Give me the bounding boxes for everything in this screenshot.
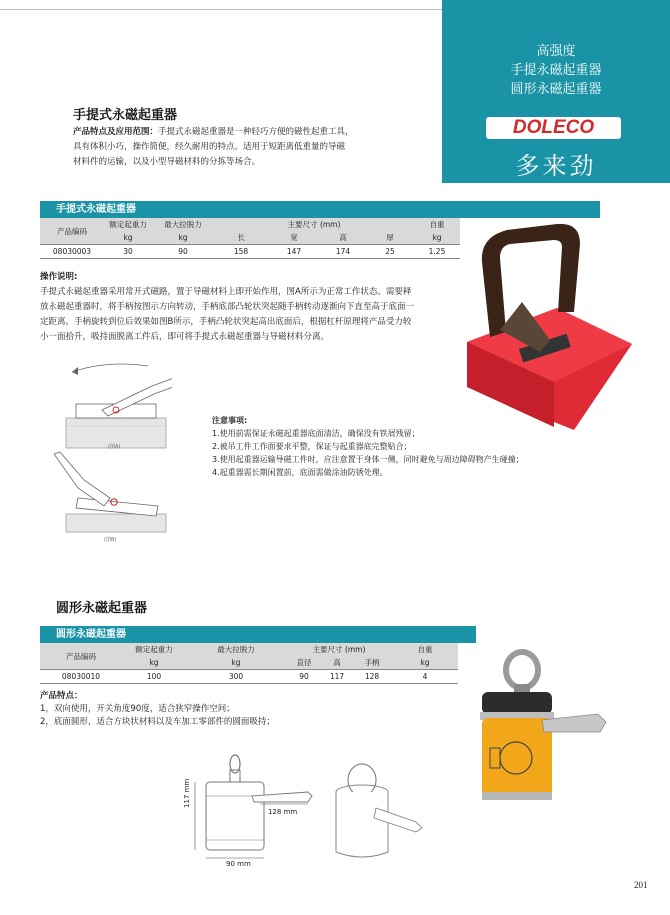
operation-line: 小一面拾升，吸持面脱离工件后，即可将手提式永磁起重器与导磁材料分离。 [40, 332, 330, 342]
note-item: 3.使用起重器运输导磁工件时，应注意置于身体一侧，同时避免与周边障碍物产生碰撞； [212, 455, 524, 464]
intro-text-2: 具有体积小巧，操作简便，经久耐用的特点。适用于短距离低重量的导磁 [73, 142, 346, 152]
hdr-weight: 自重 [429, 220, 445, 229]
brand-line-2: 手提永磁起重器 [510, 63, 602, 78]
section2-title: 圆形永磁起重器 [56, 601, 148, 616]
dimension-drawing [190, 752, 325, 870]
cell-height: 174 [335, 247, 351, 256]
hdr-height: 高 [333, 658, 341, 667]
dim-handle-label: 128 mm [268, 808, 298, 816]
section1-intro [73, 125, 403, 170]
hdr-dims: 主要尺寸 (mm) [287, 220, 341, 229]
cell-length: 158 [233, 247, 249, 256]
operation-title: 操作说明: [40, 272, 78, 282]
brand-panel [442, 0, 670, 183]
features-block [40, 690, 460, 729]
cell-diameter: 90 [299, 672, 309, 681]
operation-line: 定距离。手柄旋转到位后效果如图B所示，手柄凸轮状突起高出底面后，根据杠杆原理将产品受力较 [40, 317, 412, 327]
figure-a-label: (图A) [108, 444, 121, 450]
hdr-weight: 自重 [417, 645, 433, 654]
feature-item: 2，底面圆形，适合方块状材料以及车加工零部件的圆面吸持； [40, 717, 275, 727]
page-number: 201 [634, 880, 648, 890]
note-item: 4.起重器需长期闲置前，底面需做涂油防锈处理。 [212, 468, 388, 477]
brand-line-1: 高强度 [536, 44, 576, 59]
hdr-pull-unit: kg [178, 233, 188, 242]
round-lifter-image [472, 648, 622, 808]
cell-pull: 90 [178, 247, 188, 256]
operation-line: 放永磁起重器时，将手柄按图示方向转动，手柄底部凸轮状突起随手柄转动逐渐向下直至高于底面一 [40, 302, 415, 312]
cell-code: 08030010 [61, 672, 101, 681]
doleco-logo: DOLECO [486, 117, 621, 139]
dim-height-label: 117 mm [183, 778, 191, 808]
hdr-load: 额定起重力 [109, 220, 147, 229]
hdr-load: 额定起重力 [135, 645, 173, 654]
hdr-pull: 最大拉脱力 [217, 645, 255, 654]
section2-spec-table [40, 643, 458, 684]
notes-title: 注意事项: [212, 416, 248, 425]
hdr-length: 长 [237, 233, 245, 242]
hdr-code: 产品编码 [66, 651, 96, 661]
section1-title: 手提式永磁起重器 [73, 108, 178, 123]
round-lifter-sketch [330, 752, 425, 862]
intro-text-1: 手提式永磁起重器是一种轻巧方便的磁性起重工具， [158, 127, 354, 137]
operation-block [40, 270, 460, 345]
dim-diameter-label: 90 mm [226, 860, 251, 868]
cell-width: 147 [286, 247, 302, 256]
figure-b-diagram [48, 450, 178, 540]
table-row [40, 670, 458, 684]
section2-bar: 圆形永磁起重器 [40, 626, 476, 643]
cell-code: 08030003 [52, 247, 92, 256]
cell-load: 100 [146, 672, 162, 681]
hdr-load-unit: kg [149, 658, 159, 667]
hdr-pull-unit: kg [231, 658, 241, 667]
note-item: 1.使用前需保证永磁起重器底面清洁，确保没有铁屑残留； [212, 429, 420, 438]
handheld-lifter-image [462, 222, 642, 432]
hdr-height: 高 [339, 233, 347, 242]
hdr-handle: 手柄 [364, 658, 380, 667]
cell-thick: 25 [385, 247, 395, 256]
hdr-diameter: 直径 [296, 658, 312, 667]
hdr-code: 产品编码 [57, 226, 87, 236]
feature-item: 1，双向使用，开关角度90度，适合狭窄操作空间； [40, 704, 235, 714]
cell-pull: 300 [228, 672, 244, 681]
figure-b-label: (图B) [104, 537, 117, 543]
features-title: 产品特点： [40, 691, 83, 701]
cell-load: 30 [123, 247, 133, 256]
cell-weight: 4 [422, 672, 428, 681]
hdr-weight-unit: kg [420, 658, 430, 667]
section1-spec-table [40, 218, 460, 259]
note-item: 2.被吊工件工作面要求平整，保证与起重器底完整贴合； [212, 442, 412, 451]
notes-block [212, 414, 592, 479]
intro-label: 产品特点及应用范围： [73, 127, 159, 137]
cell-height: 117 [329, 672, 345, 681]
intro-text-3: 材料件的运输，以及小型导磁材料的分拣等场合。 [73, 157, 261, 167]
cell-handle: 128 [364, 672, 380, 681]
top-rule [0, 9, 442, 10]
hdr-width: 宽 [290, 233, 298, 242]
brand-chinese-name: 多来劲 [515, 152, 597, 180]
cell-weight: 1.25 [428, 247, 446, 256]
hdr-load-unit: kg [123, 233, 133, 242]
section1-bar: 手提式永磁起重器 [40, 201, 600, 218]
operation-line: 手提式永磁起重器采用常开式磁路，置于导磁材料上即开始作用，图A所示为正常工作状态。需要释 [40, 287, 412, 297]
brand-line-3: 圆形永磁起重器 [510, 82, 602, 97]
hdr-pull: 最大拉脱力 [164, 220, 202, 229]
hdr-thick: 厚 [386, 233, 394, 242]
hdr-weight-unit: kg [432, 233, 442, 242]
hdr-dims: 主要尺寸 (mm) [312, 645, 366, 654]
table-row [40, 245, 460, 259]
